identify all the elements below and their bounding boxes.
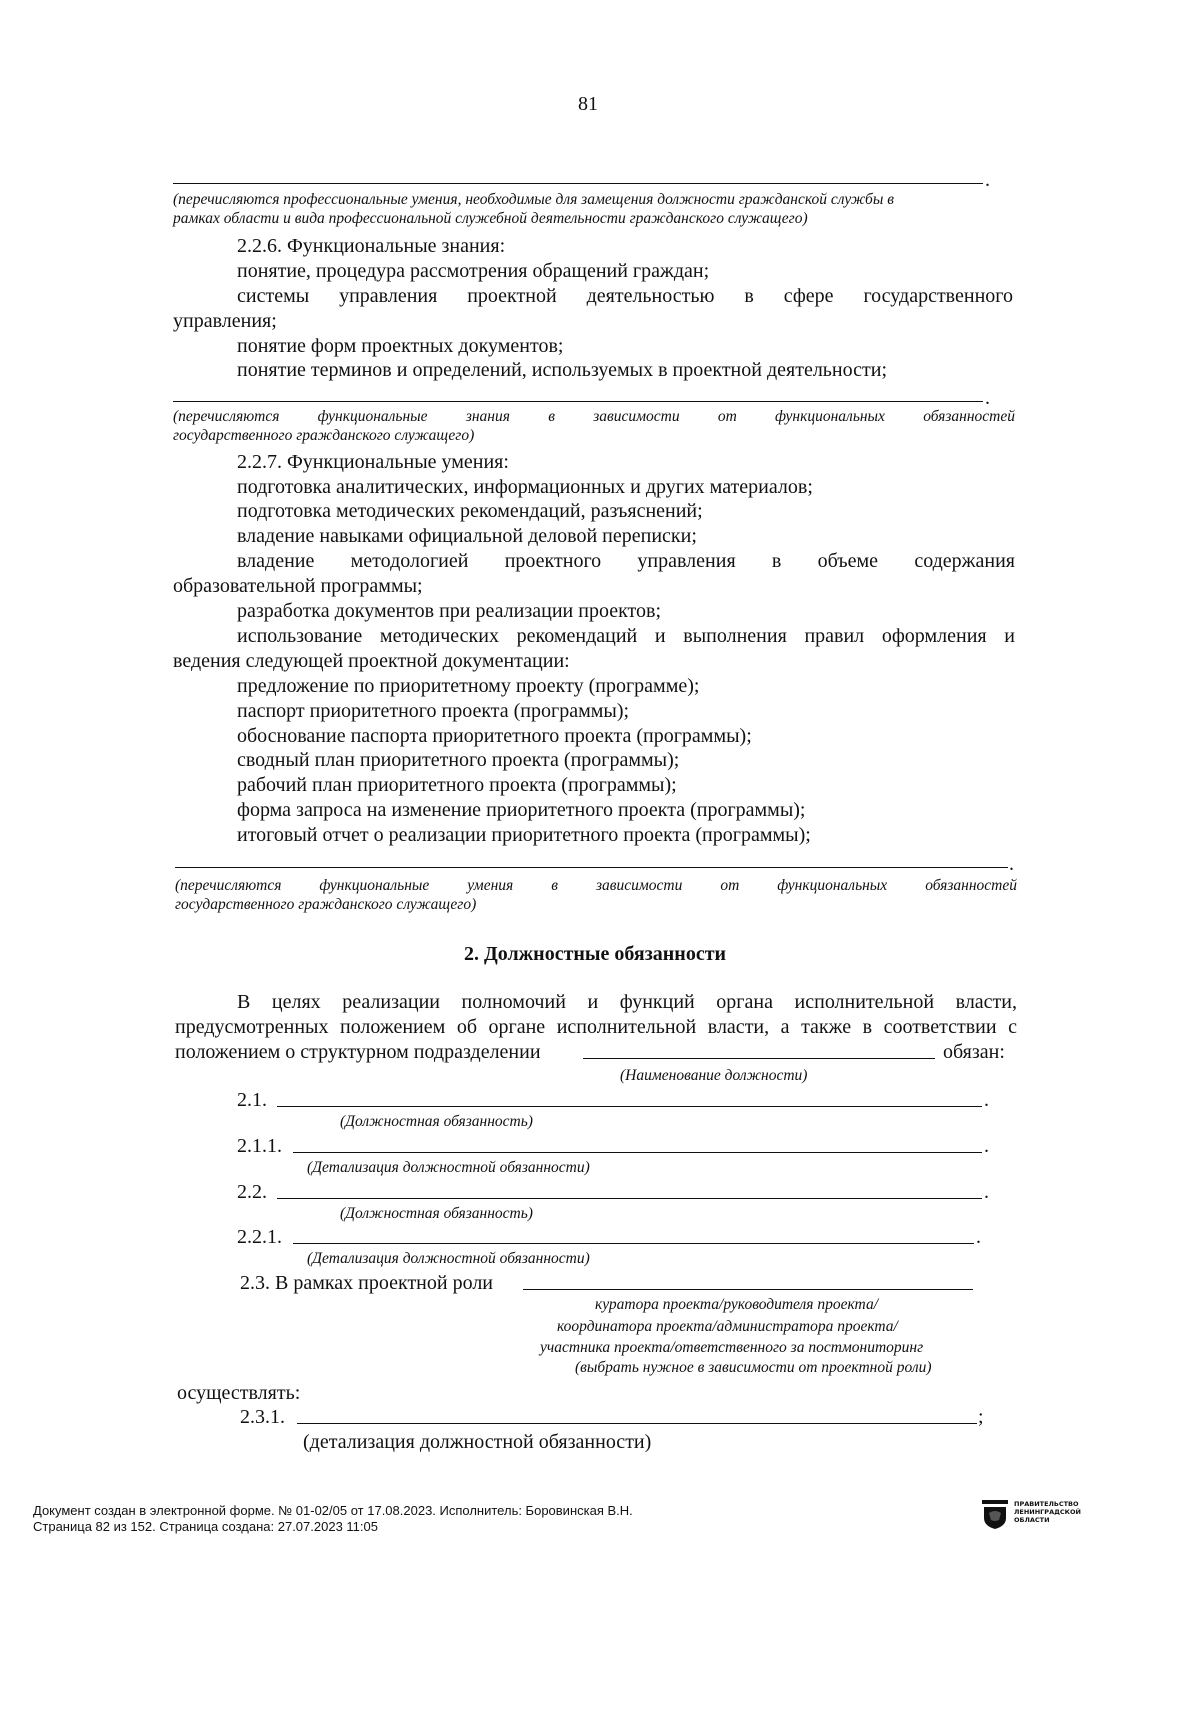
- duty-number: 2.2.: [237, 1181, 267, 1203]
- intro-text: В целях реализации полномочий и функций органа исполнительной власти,: [237, 991, 1017, 1013]
- skills-note-line: рамках области и вида профессиональной служебной деятельности гражданского служащего): [173, 210, 808, 227]
- ability-item: использование методических рекомендаций и выполнения правил оформления и: [237, 625, 1015, 647]
- knowledge-item: управления;: [173, 310, 277, 332]
- footer-line: Страница 82 из 152. Страница создана: 27.07.2023 11:05: [33, 1519, 378, 1534]
- abilities-note: (перечисляются функциональные умения в зависимости от функциональных обязанностей: [175, 877, 1017, 894]
- skills-note-line: (перечисляются профессиональные умения, необходимые для замещения должности гражданской службы в: [173, 191, 894, 208]
- duty-caption: (детализация должностной обязанности): [303, 1431, 652, 1453]
- logo-text: [1014, 1500, 1081, 1524]
- role-caption: куратора проекта/руководителя проекта/: [595, 1296, 878, 1313]
- knowledge-item: понятие, процедура рассмотрения обращений граждан;: [237, 260, 710, 282]
- perform-label: осуществлять:: [177, 1382, 301, 1404]
- duty-caption: (Детализация должностной обязанности): [307, 1250, 590, 1267]
- period: .: [984, 1135, 989, 1157]
- logo-text-line: ОБЛАСТИ: [1014, 1516, 1050, 1524]
- duty-fill-line: [297, 1423, 977, 1424]
- logo-text-line: ЛЕНИНГРАДСКОЙ: [1014, 1508, 1081, 1516]
- doc-item: сводный план приоритетного проекта (программы);: [237, 749, 680, 771]
- duty-caption: (Должностная обязанность): [340, 1205, 533, 1222]
- duty-fill-line: [277, 1106, 982, 1107]
- ability-item: образовательной программы;: [173, 575, 423, 597]
- doc-item: рабочий план приоритетного проекта (программы);: [237, 774, 677, 796]
- role-fill-line: [523, 1289, 973, 1290]
- duty-number: 2.2.1.: [237, 1226, 282, 1248]
- doc-item: паспорт приоритетного проекта (программы);: [237, 700, 630, 722]
- position-caption: (Наименование должности): [620, 1067, 808, 1084]
- doc-item: форма запроса на изменение приоритетного проекта (программы);: [237, 799, 806, 821]
- position-fill-line: [583, 1058, 935, 1059]
- section-title: 2. Должностные обязанности: [463, 943, 727, 965]
- period: .: [985, 169, 990, 191]
- period: .: [985, 387, 990, 409]
- intro-text: положением о структурном подразделении: [175, 1041, 541, 1063]
- period: .: [984, 1181, 989, 1203]
- knowledge-item: понятие форм проектных документов;: [237, 335, 564, 357]
- knowledge-note: (перечисляются функциональные знания в зависимости от функциональных обязанностей: [173, 408, 1015, 425]
- intro-text: обязан:: [943, 1041, 1005, 1063]
- role-caption: координатора проекта/администратора проекта/: [557, 1318, 898, 1335]
- duty-number: 2.3.1.: [240, 1406, 285, 1428]
- doc-item: итоговый отчет о реализации приоритетного проекта (программы);: [237, 824, 811, 846]
- duty-role: 2.3. В рамках проектной роли: [240, 1272, 494, 1294]
- fill-line: [173, 401, 983, 402]
- role-caption: (выбрать нужное в зависимости от проектной роли): [575, 1359, 932, 1376]
- duty-caption: (Детализация должностной обязанности): [307, 1159, 590, 1176]
- period: .: [984, 1089, 989, 1111]
- role-caption: участника проекта/ответственного за постмониторинг: [540, 1339, 924, 1356]
- fill-line: [175, 867, 1008, 868]
- duty-fill-line: [293, 1243, 974, 1244]
- ability-item: владение навыками официальной деловой переписки;: [237, 525, 697, 547]
- ability-item: ведения следующей проектной документации:: [173, 650, 570, 672]
- footer-line: Документ создан в электронной форме. № 01-02/05 от 17.08.2023. Исполнитель: Боровинская В.Н.: [33, 1503, 633, 1518]
- footer: [33, 1503, 633, 1535]
- ability-item: подготовка аналитических, информационных и других материалов;: [237, 476, 813, 498]
- intro-text: предусмотренных положением об органе исполнительной власти, а также в соответствии с: [175, 1016, 1017, 1038]
- semicolon: ;: [978, 1406, 984, 1428]
- doc-item: предложение по приоритетному проекту (программе);: [237, 675, 700, 697]
- duty-number: 2.1.1.: [237, 1135, 282, 1157]
- period: .: [1009, 853, 1014, 875]
- duty-fill-line: [293, 1152, 982, 1153]
- logo-text-line: ПРАВИТЕЛЬСТВО: [1014, 1500, 1079, 1508]
- coat-of-arms-icon: [982, 1500, 1008, 1530]
- knowledge-note: государственного гражданского служащего): [173, 427, 475, 444]
- duty-number: 2.1.: [237, 1089, 267, 1111]
- duty-caption: (Должностная обязанность): [340, 1113, 533, 1130]
- knowledge-item: системы управления проектной деятельностью в сфере государственного: [237, 285, 1013, 307]
- doc-item: обоснование паспорта приоритетного проекта (программы);: [237, 725, 752, 747]
- fill-line: [173, 183, 983, 184]
- page-number: 81: [578, 93, 598, 115]
- knowledge-item: понятие терминов и определений, используемых в проектной деятельности;: [237, 359, 888, 381]
- knowledge-heading: 2.2.6. Функциональные знания:: [237, 235, 506, 257]
- duty-fill-line: [277, 1198, 982, 1199]
- ability-item: разработка документов при реализации проектов;: [237, 600, 662, 622]
- abilities-note: государственного гражданского служащего): [175, 896, 477, 913]
- period: .: [976, 1226, 981, 1248]
- skills-note: [173, 190, 1015, 228]
- abilities-heading: 2.2.7. Функциональные умения:: [237, 451, 509, 473]
- ability-item: владение методологией проектного управления в объеме содержания: [237, 550, 1015, 572]
- ability-item: подготовка методических рекомендаций, разъяснений;: [237, 500, 703, 522]
